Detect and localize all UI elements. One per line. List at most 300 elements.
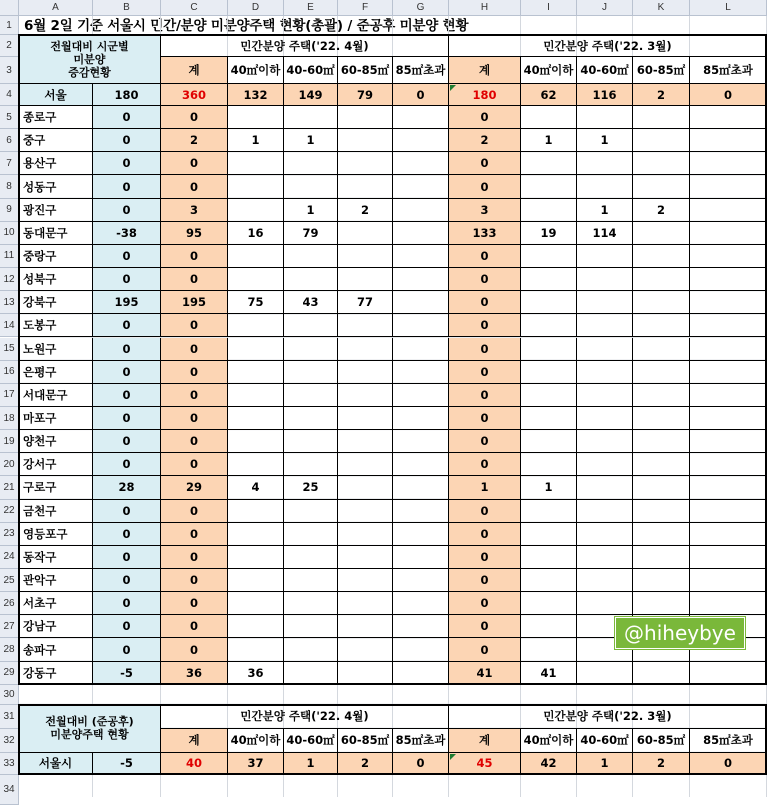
district-name[interactable]: 강북구 bbox=[19, 291, 93, 314]
diff-cell[interactable]: 0 bbox=[93, 361, 161, 384]
mar-value-cell[interactable] bbox=[577, 500, 633, 523]
table2-mar-subheader[interactable]: 40-60㎡ bbox=[577, 729, 633, 753]
apr-value-cell[interactable] bbox=[393, 361, 449, 384]
apr-value-cell[interactable] bbox=[393, 152, 449, 175]
table1-apr-subheader[interactable]: 60-85㎡ bbox=[338, 57, 393, 84]
apr-value-cell[interactable]: 0 bbox=[161, 384, 228, 407]
row-header-11[interactable]: 11 bbox=[0, 245, 19, 268]
apr-value-cell[interactable] bbox=[338, 569, 393, 592]
mar-value-cell[interactable]: 2 bbox=[633, 84, 690, 106]
apr-value-cell[interactable]: 95 bbox=[161, 222, 228, 245]
apr-value-cell[interactable]: 0 bbox=[161, 430, 228, 453]
mar-value-cell[interactable] bbox=[577, 245, 633, 268]
apr-value-cell[interactable] bbox=[284, 268, 338, 291]
apr-value-cell[interactable]: 0 bbox=[161, 546, 228, 569]
row-header-5[interactable]: 5 bbox=[0, 106, 19, 129]
district-name[interactable]: 강남구 bbox=[19, 615, 93, 638]
diff-cell[interactable]: 0 bbox=[93, 338, 161, 361]
district-name[interactable]: 노원구 bbox=[19, 338, 93, 361]
district-name[interactable]: 강서구 bbox=[19, 453, 93, 476]
diff-cell[interactable]: 0 bbox=[93, 245, 161, 268]
mar-value-cell[interactable] bbox=[633, 338, 690, 361]
apr-value-cell[interactable] bbox=[284, 546, 338, 569]
district-name[interactable]: 구로구 bbox=[19, 476, 93, 499]
mar-value-cell[interactable]: 1 bbox=[449, 476, 521, 499]
table1-mar-subheader[interactable]: 40㎡이하 bbox=[521, 57, 577, 84]
table1-apr-subheader[interactable]: 40-60㎡ bbox=[284, 57, 338, 84]
mar-value-cell[interactable] bbox=[577, 268, 633, 291]
mar-value-cell[interactable] bbox=[521, 384, 577, 407]
diff-cell[interactable]: 0 bbox=[93, 407, 161, 430]
row-header-25[interactable]: 25 bbox=[0, 569, 19, 592]
row-header-33[interactable]: 33 bbox=[0, 753, 19, 775]
apr-value-cell[interactable] bbox=[284, 384, 338, 407]
table2-mar-subheader[interactable]: 계 bbox=[449, 729, 521, 753]
mar-value-cell[interactable] bbox=[577, 592, 633, 615]
mar-value-cell[interactable]: 2 bbox=[633, 199, 690, 222]
apr-value-cell[interactable] bbox=[338, 338, 393, 361]
apr-value-cell[interactable] bbox=[393, 569, 449, 592]
apr-value-cell[interactable] bbox=[284, 245, 338, 268]
row-header-23[interactable]: 23 bbox=[0, 523, 19, 546]
mar-value-cell[interactable] bbox=[690, 500, 767, 523]
apr-value-cell[interactable] bbox=[228, 407, 284, 430]
table2-apr-subheader[interactable]: 40-60㎡ bbox=[284, 729, 338, 753]
table2-apr-value[interactable]: 1 bbox=[284, 753, 338, 775]
row-header-16[interactable]: 16 bbox=[0, 361, 19, 384]
mar-value-cell[interactable] bbox=[521, 500, 577, 523]
apr-value-cell[interactable] bbox=[338, 152, 393, 175]
diff-cell[interactable]: 0 bbox=[93, 453, 161, 476]
mar-value-cell[interactable] bbox=[521, 638, 577, 661]
apr-value-cell[interactable] bbox=[393, 384, 449, 407]
diff-cell[interactable]: 0 bbox=[93, 546, 161, 569]
mar-value-cell[interactable] bbox=[521, 106, 577, 129]
diff-cell[interactable]: 0 bbox=[93, 500, 161, 523]
apr-value-cell[interactable] bbox=[284, 500, 338, 523]
apr-value-cell[interactable]: 3 bbox=[161, 199, 228, 222]
mar-value-cell[interactable]: 0 bbox=[449, 569, 521, 592]
row-header-24[interactable]: 24 bbox=[0, 546, 19, 569]
apr-value-cell[interactable]: 1 bbox=[228, 129, 284, 152]
mar-value-cell[interactable]: 2 bbox=[449, 129, 521, 152]
district-name[interactable]: 영등포구 bbox=[19, 523, 93, 546]
table1-group-apr[interactable]: 민간분양 주택('22. 4월) bbox=[161, 35, 449, 57]
column-header-i[interactable]: I bbox=[521, 0, 577, 16]
mar-value-cell[interactable]: 0 bbox=[449, 152, 521, 175]
table1-apr-subheader[interactable]: 계 bbox=[161, 57, 228, 84]
table1-apr-subheader[interactable]: 40㎡이하 bbox=[228, 57, 284, 84]
mar-value-cell[interactable]: 114 bbox=[577, 222, 633, 245]
apr-value-cell[interactable]: 77 bbox=[338, 291, 393, 314]
apr-value-cell[interactable]: 0 bbox=[161, 523, 228, 546]
apr-value-cell[interactable] bbox=[393, 314, 449, 337]
mar-value-cell[interactable]: 19 bbox=[521, 222, 577, 245]
mar-value-cell[interactable] bbox=[633, 592, 690, 615]
apr-value-cell[interactable] bbox=[393, 407, 449, 430]
mar-value-cell[interactable]: 0 bbox=[449, 615, 521, 638]
apr-value-cell[interactable] bbox=[228, 361, 284, 384]
diff-cell[interactable]: 0 bbox=[93, 152, 161, 175]
mar-value-cell[interactable] bbox=[633, 569, 690, 592]
mar-value-cell[interactable] bbox=[633, 268, 690, 291]
apr-value-cell[interactable]: 36 bbox=[228, 662, 284, 685]
column-header-f[interactable]: F bbox=[338, 0, 393, 16]
apr-value-cell[interactable] bbox=[393, 592, 449, 615]
diff-cell[interactable]: 180 bbox=[93, 84, 161, 106]
district-name[interactable]: 동작구 bbox=[19, 546, 93, 569]
mar-value-cell[interactable] bbox=[690, 175, 767, 198]
mar-value-cell[interactable] bbox=[690, 546, 767, 569]
apr-value-cell[interactable] bbox=[228, 314, 284, 337]
mar-value-cell[interactable] bbox=[690, 407, 767, 430]
mar-value-cell[interactable] bbox=[633, 106, 690, 129]
apr-value-cell[interactable]: 0 bbox=[161, 175, 228, 198]
mar-value-cell[interactable] bbox=[633, 662, 690, 685]
table2-apr-subheader[interactable]: 40㎡이하 bbox=[228, 729, 284, 753]
mar-value-cell[interactable] bbox=[577, 430, 633, 453]
apr-value-cell[interactable] bbox=[228, 384, 284, 407]
row-header-10[interactable]: 10 bbox=[0, 222, 19, 245]
diff-cell[interactable]: 0 bbox=[93, 523, 161, 546]
mar-value-cell[interactable] bbox=[633, 407, 690, 430]
apr-value-cell[interactable] bbox=[228, 592, 284, 615]
apr-value-cell[interactable] bbox=[338, 500, 393, 523]
row-header-13[interactable]: 13 bbox=[0, 291, 19, 314]
table1-mar-subheader[interactable]: 85㎡초과 bbox=[690, 57, 767, 84]
mar-value-cell[interactable]: 0 bbox=[449, 523, 521, 546]
apr-value-cell[interactable] bbox=[393, 291, 449, 314]
apr-value-cell[interactable] bbox=[228, 638, 284, 661]
apr-value-cell[interactable] bbox=[393, 338, 449, 361]
row-header-34[interactable]: 34 bbox=[0, 775, 19, 805]
mar-value-cell[interactable]: 3 bbox=[449, 199, 521, 222]
mar-value-cell[interactable] bbox=[521, 314, 577, 337]
mar-value-cell[interactable]: 133 bbox=[449, 222, 521, 245]
apr-value-cell[interactable]: 2 bbox=[338, 199, 393, 222]
row-header-15[interactable]: 15 bbox=[0, 338, 19, 361]
diff-cell[interactable]: -38 bbox=[93, 222, 161, 245]
table2-apr-value[interactable]: 0 bbox=[393, 753, 449, 775]
apr-value-cell[interactable] bbox=[228, 245, 284, 268]
apr-value-cell[interactable]: 0 bbox=[161, 314, 228, 337]
mar-value-cell[interactable]: 180 bbox=[449, 84, 521, 106]
table2-mar-value[interactable]: 1 bbox=[577, 753, 633, 775]
apr-value-cell[interactable] bbox=[228, 615, 284, 638]
apr-value-cell[interactable] bbox=[338, 638, 393, 661]
row-header-30[interactable]: 30 bbox=[0, 685, 19, 705]
apr-value-cell[interactable] bbox=[338, 407, 393, 430]
district-name[interactable]: 강동구 bbox=[19, 662, 93, 685]
apr-value-cell[interactable]: 75 bbox=[228, 291, 284, 314]
mar-value-cell[interactable] bbox=[577, 384, 633, 407]
row-header-1[interactable]: 1 bbox=[0, 16, 19, 35]
diff-cell[interactable]: 0 bbox=[93, 638, 161, 661]
column-header-d[interactable]: D bbox=[228, 0, 284, 16]
mar-value-cell[interactable] bbox=[521, 245, 577, 268]
apr-value-cell[interactable] bbox=[338, 476, 393, 499]
apr-value-cell[interactable] bbox=[284, 638, 338, 661]
diff-cell[interactable]: 0 bbox=[93, 384, 161, 407]
district-name[interactable]: 용산구 bbox=[19, 152, 93, 175]
table1-group-mar[interactable]: 민간분양 주택('22. 3월) bbox=[449, 35, 767, 57]
apr-value-cell[interactable]: 0 bbox=[161, 569, 228, 592]
mar-value-cell[interactable] bbox=[633, 245, 690, 268]
district-name[interactable]: 마포구 bbox=[19, 407, 93, 430]
mar-value-cell[interactable]: 0 bbox=[449, 338, 521, 361]
apr-value-cell[interactable] bbox=[393, 546, 449, 569]
mar-value-cell[interactable]: 0 bbox=[449, 106, 521, 129]
mar-value-cell[interactable] bbox=[690, 592, 767, 615]
apr-value-cell[interactable]: 0 bbox=[161, 245, 228, 268]
row-header-4[interactable]: 4 bbox=[0, 84, 19, 106]
apr-value-cell[interactable]: 0 bbox=[161, 361, 228, 384]
mar-value-cell[interactable] bbox=[633, 175, 690, 198]
apr-value-cell[interactable]: 0 bbox=[161, 152, 228, 175]
apr-value-cell[interactable] bbox=[393, 430, 449, 453]
mar-value-cell[interactable] bbox=[633, 546, 690, 569]
mar-value-cell[interactable]: 0 bbox=[449, 291, 521, 314]
apr-value-cell[interactable] bbox=[338, 314, 393, 337]
diff-cell[interactable]: 0 bbox=[93, 268, 161, 291]
apr-value-cell[interactable] bbox=[284, 615, 338, 638]
diff-cell[interactable]: 0 bbox=[93, 569, 161, 592]
apr-value-cell[interactable] bbox=[228, 106, 284, 129]
apr-value-cell[interactable]: 0 bbox=[161, 407, 228, 430]
mar-value-cell[interactable] bbox=[633, 500, 690, 523]
mar-value-cell[interactable]: 0 bbox=[449, 268, 521, 291]
diff-cell[interactable]: 0 bbox=[93, 615, 161, 638]
table2-apr-value[interactable]: 37 bbox=[228, 753, 284, 775]
row-header-19[interactable]: 19 bbox=[0, 430, 19, 453]
apr-value-cell[interactable]: 195 bbox=[161, 291, 228, 314]
mar-value-cell[interactable] bbox=[633, 222, 690, 245]
table2-mar-subheader[interactable]: 60-85㎡ bbox=[633, 729, 690, 753]
mar-value-cell[interactable] bbox=[690, 268, 767, 291]
apr-value-cell[interactable] bbox=[228, 569, 284, 592]
apr-value-cell[interactable] bbox=[338, 106, 393, 129]
mar-value-cell[interactable] bbox=[690, 476, 767, 499]
mar-value-cell[interactable] bbox=[577, 662, 633, 685]
column-header-k[interactable]: K bbox=[633, 0, 690, 16]
mar-value-cell[interactable]: 0 bbox=[449, 314, 521, 337]
apr-value-cell[interactable]: 43 bbox=[284, 291, 338, 314]
apr-value-cell[interactable]: 0 bbox=[161, 615, 228, 638]
apr-value-cell[interactable]: 0 bbox=[161, 592, 228, 615]
row-header-22[interactable]: 22 bbox=[0, 500, 19, 523]
mar-value-cell[interactable] bbox=[577, 361, 633, 384]
mar-value-cell[interactable] bbox=[690, 222, 767, 245]
diff-cell[interactable]: 0 bbox=[93, 199, 161, 222]
diff-cell[interactable]: 0 bbox=[93, 175, 161, 198]
mar-value-cell[interactable] bbox=[577, 523, 633, 546]
apr-value-cell[interactable] bbox=[393, 453, 449, 476]
diff-cell[interactable]: 0 bbox=[93, 592, 161, 615]
district-name[interactable]: 관악구 bbox=[19, 569, 93, 592]
mar-value-cell[interactable]: 0 bbox=[449, 175, 521, 198]
mar-value-cell[interactable]: 41 bbox=[449, 662, 521, 685]
district-name[interactable]: 서초구 bbox=[19, 592, 93, 615]
mar-value-cell[interactable]: 41 bbox=[521, 662, 577, 685]
apr-value-cell[interactable]: 2 bbox=[161, 129, 228, 152]
mar-value-cell[interactable]: 0 bbox=[449, 546, 521, 569]
district-name[interactable]: 성북구 bbox=[19, 268, 93, 291]
diff-cell[interactable]: 28 bbox=[93, 476, 161, 499]
apr-value-cell[interactable] bbox=[338, 129, 393, 152]
apr-value-cell[interactable] bbox=[338, 546, 393, 569]
mar-value-cell[interactable]: 0 bbox=[449, 500, 521, 523]
apr-value-cell[interactable] bbox=[284, 453, 338, 476]
mar-value-cell[interactable] bbox=[633, 430, 690, 453]
apr-value-cell[interactable] bbox=[284, 338, 338, 361]
mar-value-cell[interactable] bbox=[577, 106, 633, 129]
column-header-g[interactable]: G bbox=[393, 0, 449, 16]
apr-value-cell[interactable] bbox=[284, 314, 338, 337]
mar-value-cell[interactable] bbox=[690, 152, 767, 175]
mar-value-cell[interactable]: 1 bbox=[577, 199, 633, 222]
mar-value-cell[interactable] bbox=[690, 662, 767, 685]
apr-value-cell[interactable] bbox=[338, 175, 393, 198]
table1-mar-subheader[interactable]: 60-85㎡ bbox=[633, 57, 690, 84]
table1-apr-subheader[interactable]: 85㎡초과 bbox=[393, 57, 449, 84]
mar-value-cell[interactable] bbox=[633, 361, 690, 384]
mar-value-cell[interactable] bbox=[690, 338, 767, 361]
mar-value-cell[interactable] bbox=[521, 523, 577, 546]
apr-value-cell[interactable] bbox=[228, 453, 284, 476]
apr-value-cell[interactable]: 4 bbox=[228, 476, 284, 499]
district-name[interactable]: 종로구 bbox=[19, 106, 93, 129]
table2-apr-subheader[interactable]: 60-85㎡ bbox=[338, 729, 393, 753]
mar-value-cell[interactable]: 0 bbox=[449, 245, 521, 268]
apr-value-cell[interactable] bbox=[393, 638, 449, 661]
apr-value-cell[interactable] bbox=[338, 453, 393, 476]
apr-value-cell[interactable] bbox=[338, 592, 393, 615]
row-header-2[interactable]: 2 bbox=[0, 35, 19, 57]
apr-value-cell[interactable] bbox=[228, 430, 284, 453]
apr-value-cell[interactable]: 29 bbox=[161, 476, 228, 499]
row-header-18[interactable]: 18 bbox=[0, 407, 19, 430]
mar-value-cell[interactable] bbox=[521, 152, 577, 175]
district-name[interactable]: 광진구 bbox=[19, 199, 93, 222]
apr-value-cell[interactable] bbox=[338, 245, 393, 268]
mar-value-cell[interactable]: 0 bbox=[449, 453, 521, 476]
mar-value-cell[interactable] bbox=[690, 106, 767, 129]
row-header-26[interactable]: 26 bbox=[0, 592, 19, 615]
table2-group-mar[interactable]: 민간분양 주택('22. 3월) bbox=[449, 705, 767, 729]
mar-value-cell[interactable]: 0 bbox=[449, 384, 521, 407]
apr-value-cell[interactable]: 79 bbox=[338, 84, 393, 106]
mar-value-cell[interactable] bbox=[521, 338, 577, 361]
mar-value-cell[interactable] bbox=[690, 291, 767, 314]
apr-value-cell[interactable] bbox=[228, 523, 284, 546]
sheet-title[interactable]: 6월 2일 기준 서울시 민간/분양 미분양주택 현황(총괄) / 준공후 미분양 현황 bbox=[24, 18, 469, 34]
mar-value-cell[interactable] bbox=[690, 430, 767, 453]
apr-value-cell[interactable] bbox=[393, 615, 449, 638]
column-header-a[interactable]: A bbox=[19, 0, 93, 16]
district-name[interactable]: 금천구 bbox=[19, 500, 93, 523]
row-header-21[interactable]: 21 bbox=[0, 476, 19, 499]
mar-value-cell[interactable] bbox=[633, 152, 690, 175]
apr-value-cell[interactable] bbox=[393, 523, 449, 546]
apr-value-cell[interactable] bbox=[284, 361, 338, 384]
table1-mar-subheader[interactable]: 계 bbox=[449, 57, 521, 84]
apr-value-cell[interactable] bbox=[338, 430, 393, 453]
apr-value-cell[interactable]: 0 bbox=[161, 268, 228, 291]
mar-value-cell[interactable]: 62 bbox=[521, 84, 577, 106]
district-name[interactable]: 서울 bbox=[19, 84, 93, 106]
mar-value-cell[interactable] bbox=[690, 569, 767, 592]
apr-value-cell[interactable]: 0 bbox=[161, 338, 228, 361]
apr-value-cell[interactable] bbox=[228, 268, 284, 291]
apr-value-cell[interactable] bbox=[284, 592, 338, 615]
row-header-7[interactable]: 7 bbox=[0, 152, 19, 175]
mar-value-cell[interactable] bbox=[577, 175, 633, 198]
table2-apr-subheader[interactable]: 85㎡초과 bbox=[393, 729, 449, 753]
apr-value-cell[interactable] bbox=[284, 175, 338, 198]
row-header-17[interactable]: 17 bbox=[0, 384, 19, 407]
table2-mar-subheader[interactable]: 85㎡초과 bbox=[690, 729, 767, 753]
mar-value-cell[interactable] bbox=[577, 546, 633, 569]
row-header-6[interactable]: 6 bbox=[0, 129, 19, 152]
mar-value-cell[interactable] bbox=[690, 245, 767, 268]
diff-cell[interactable]: 195 bbox=[93, 291, 161, 314]
apr-value-cell[interactable] bbox=[228, 338, 284, 361]
apr-value-cell[interactable]: 1 bbox=[284, 129, 338, 152]
diff-cell[interactable]: 0 bbox=[93, 129, 161, 152]
apr-value-cell[interactable] bbox=[228, 175, 284, 198]
apr-value-cell[interactable] bbox=[338, 615, 393, 638]
column-header-b[interactable]: B bbox=[93, 0, 161, 16]
mar-value-cell[interactable]: 116 bbox=[577, 84, 633, 106]
table2-mar-value[interactable]: 42 bbox=[521, 753, 577, 775]
mar-value-cell[interactable] bbox=[690, 523, 767, 546]
district-name[interactable]: 서대문구 bbox=[19, 384, 93, 407]
district-name[interactable]: 도봉구 bbox=[19, 314, 93, 337]
mar-value-cell[interactable] bbox=[577, 453, 633, 476]
table2-group-apr[interactable]: 민간분양 주택('22. 4월) bbox=[161, 705, 449, 729]
mar-value-cell[interactable] bbox=[521, 407, 577, 430]
row-header-27[interactable]: 27 bbox=[0, 615, 19, 638]
apr-value-cell[interactable] bbox=[393, 129, 449, 152]
mar-value-cell[interactable] bbox=[521, 291, 577, 314]
apr-value-cell[interactable] bbox=[284, 152, 338, 175]
mar-value-cell[interactable] bbox=[690, 361, 767, 384]
mar-value-cell[interactable] bbox=[521, 546, 577, 569]
apr-value-cell[interactable] bbox=[284, 569, 338, 592]
district-name[interactable]: 성동구 bbox=[19, 175, 93, 198]
column-header-j[interactable]: J bbox=[577, 0, 633, 16]
apr-value-cell[interactable]: 0 bbox=[161, 106, 228, 129]
apr-value-cell[interactable]: 0 bbox=[161, 638, 228, 661]
apr-value-cell[interactable] bbox=[338, 662, 393, 685]
column-header-h[interactable]: H bbox=[449, 0, 521, 16]
mar-value-cell[interactable]: 1 bbox=[577, 129, 633, 152]
apr-value-cell[interactable] bbox=[338, 268, 393, 291]
mar-value-cell[interactable] bbox=[521, 569, 577, 592]
district-name[interactable]: 동대문구 bbox=[19, 222, 93, 245]
district-name[interactable]: 은평구 bbox=[19, 361, 93, 384]
mar-value-cell[interactable] bbox=[690, 384, 767, 407]
apr-value-cell[interactable]: 0 bbox=[161, 500, 228, 523]
diff-cell[interactable]: 0 bbox=[93, 106, 161, 129]
apr-value-cell[interactable]: 16 bbox=[228, 222, 284, 245]
row-header-31[interactable]: 31 bbox=[0, 705, 19, 729]
table2-mar-value[interactable]: 2 bbox=[633, 753, 690, 775]
mar-value-cell[interactable] bbox=[633, 291, 690, 314]
apr-value-cell[interactable] bbox=[393, 500, 449, 523]
table2-apr-value[interactable]: 2 bbox=[338, 753, 393, 775]
table2-mar-subheader[interactable]: 40㎡이하 bbox=[521, 729, 577, 753]
